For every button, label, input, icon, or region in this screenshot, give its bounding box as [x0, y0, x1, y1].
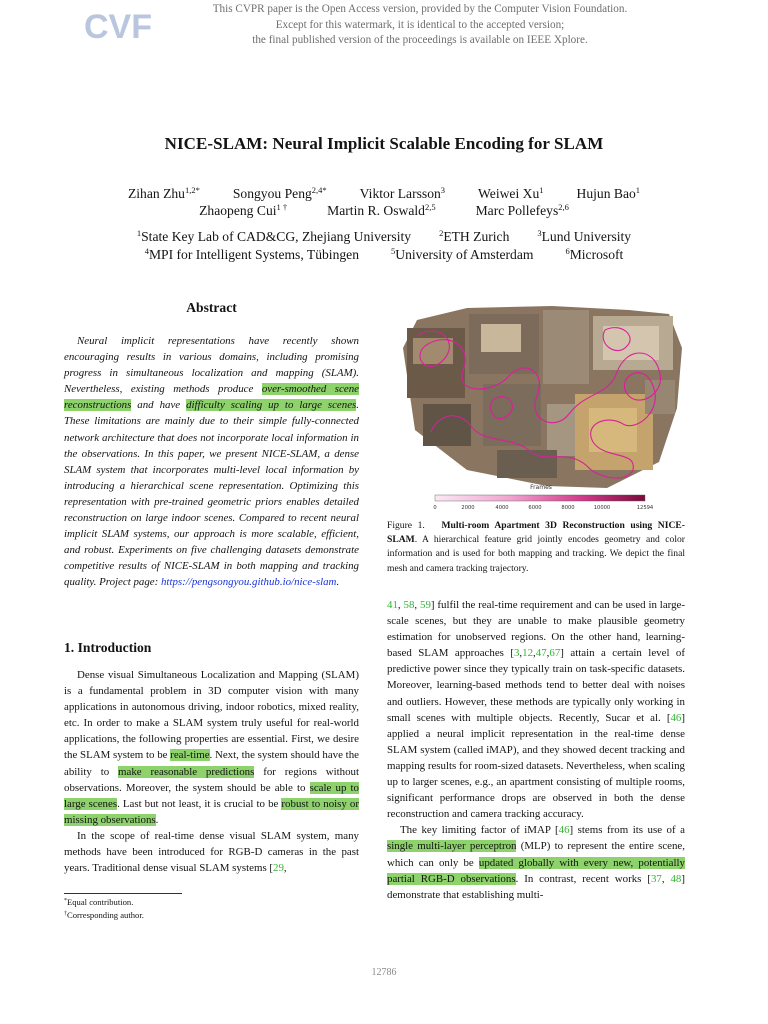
- affiliation: $^4$MPI for Intelligent Systems, Tübingen: [144, 246, 359, 262]
- highlight: difficulty scaling up to large scenes: [186, 399, 357, 412]
- colorbar: [435, 495, 645, 501]
- colorbar-tick: 0: [433, 505, 437, 511]
- author: Zihan Zhu$^{1,2*}$: [127, 185, 200, 201]
- highlight: make reasonable predictions: [118, 765, 255, 778]
- author: Martin R. Oswald$^{2,5}$: [327, 202, 436, 218]
- citation-link[interactable]: 59: [420, 599, 431, 611]
- affiliation: $^3$Lund University: [537, 228, 632, 244]
- abstract-heading: Abstract: [186, 300, 237, 315]
- footnotes: [64, 896, 144, 921]
- citation-link[interactable]: 46: [670, 711, 682, 724]
- citation-link[interactable]: 12: [522, 647, 534, 660]
- page-number: 12786: [371, 967, 397, 978]
- watermark-line: the final published version of the proceedings is available on IEEE Xplore.: [252, 34, 588, 46]
- citation-link[interactable]: 37: [650, 872, 662, 885]
- affiliation: $^5$University of Amsterdam: [391, 246, 534, 262]
- footnote-rule: [64, 893, 182, 894]
- citation-link[interactable]: 48: [670, 872, 682, 885]
- author: Zhaopeng Cui$^{1 \dagger}$: [199, 202, 288, 218]
- colorbar-tick: 2000: [461, 505, 475, 511]
- paragraph: 41, 58, 59] fulfil the real-time requirement and can be used in large-scale scenes, but they are unable to make plausible geometry estimation for unobserved regions. On the other hand, learning-based SLAM approaches [3,12,47,67] attain a certain level of predictive power since they typically train on task-specific datasets. Moreover, learning-based methods tend to better deal with noises and outliers. However, these methods are typically only working in small scenes with multiple objects. Recently, Sucar et al. [46] applied a neural implicit representation in the real-time dense SLAM system (called iMAP), and they showed decent tracking and mapping results for room-sized datasets. Nevertheless, when scaling up to larger scenes, e.g., an apartment consisting of multiple rooms, significant performance drops are observed in both the dense reconstruction and camera tracking accuracy.: [387, 599, 685, 821]
- highlight: updated globally with every new, potentially partial RGB-D observations: [387, 856, 685, 885]
- highlight: robust to noisy or missing observations: [64, 797, 359, 826]
- intro-body: [64, 667, 359, 876]
- affiliation: $^1$State Key Lab of CAD&CG, Zhejiang University: [136, 228, 412, 244]
- colorbar-tick: 4000: [495, 505, 509, 511]
- highlight: single multi-layer perceptron: [387, 840, 517, 853]
- section-heading: 1. Introduction: [64, 640, 152, 655]
- affiliation-row: [0, 247, 768, 263]
- svg-text:CVF: CVF: [84, 8, 152, 46]
- affiliation: $^2$ETH Zurich: [439, 228, 510, 244]
- colorbar-tick: 10000: [593, 505, 611, 511]
- highlight: over-smoothed scene reconstructions: [64, 383, 359, 412]
- colorbar-tick: 6000: [528, 505, 542, 511]
- author: Viktor Larsson$^3$: [359, 185, 446, 201]
- citation-link[interactable]: 47: [535, 647, 547, 660]
- colorbar-tick: 8000: [561, 505, 575, 511]
- colorbar-label: Frames: [530, 484, 552, 491]
- author: Songyou Peng$^{2,4*}$: [232, 185, 327, 201]
- author: Hujun Bao$^1$: [576, 185, 641, 201]
- affiliation: $^6$Microsoft: [565, 246, 624, 262]
- footnote: *Equal contribution.: [64, 897, 134, 907]
- paper-title: NICE-SLAM: Neural Implicit Scalable Encoding for SLAM: [164, 134, 604, 153]
- author: Marc Pollefeys$^{2,6}$: [475, 202, 569, 218]
- citation-link[interactable]: 58: [403, 599, 415, 611]
- citation-link[interactable]: 29: [273, 862, 284, 875]
- figure-reconstruction: [397, 300, 687, 512]
- author: Weiwei Xu$^1$: [478, 185, 544, 201]
- watermark-notice: [160, 2, 680, 49]
- right-column-body: [387, 597, 685, 903]
- watermark-line: Except for this watermark, it is identical to the accepted version;: [275, 18, 565, 31]
- watermark-line: This CVPR paper is the Open Access version, provided by the Computer Vision Foundation.: [212, 3, 628, 15]
- citation-link[interactable]: 41: [387, 599, 398, 611]
- citation-link[interactable]: 67: [549, 647, 561, 660]
- citation-link[interactable]: 46: [558, 824, 570, 837]
- abstract-body: Neural implicit representations have recently shown encouraging results in various domains, including promising progress in simultaneous localization and mapping (SLAM). Nevertheless, existing methods produce over-smoothed scene reconstructions and have difficulty scaling up to large scenes. These limitations are mainly due to their simple fully-connected network architecture that does not incorporate local information in the observations. In this paper, we present NICE-SLAM, a dense SLAM system that incorporates multi-level local information by introducing a hierarchical scene representation. Optimizing this representation with pre-trained geometric priors enables detailed reconstruction on large indoor scenes. Compared to recent neural implicit SLAM systems, our approach is more scalable, efficient, and robust. Experiments on five challenging datasets demonstrate competitive results of NICE-SLAM in both mapping and tracking quality. Project page: https://pengsongyou.github.io/nice-slam.: [64, 335, 360, 589]
- project-page-link[interactable]: https://pengsongyou.github.io/nice-slam: [160, 576, 337, 589]
- author-row: [0, 186, 768, 202]
- highlight: scale up to large scenes: [64, 781, 359, 810]
- cvf-logo: [84, 5, 152, 46]
- paragraph: The key limiting factor of iMAP [46] stems from its use of a single multi-layer perceptron (MLP) to represent the entire scene, which can only be updated globally with every new, potentially partial RGB-D observations. In contrast, recent works [37, 48] demonstrate that establishing multi-: [387, 824, 685, 901]
- mesh-reconstruction: [403, 306, 682, 488]
- highlight: real-time: [170, 749, 210, 762]
- affiliation-row: [0, 229, 768, 245]
- citation-link[interactable]: 3: [513, 647, 520, 660]
- figure-caption: Figure 1. Multi-room Apartment 3D Reconstruction using NICE-SLAM. A hierarchical feature grid jointly encodes geometry and color information and is used for both mapping and tracking. We depict the final mesh and camera tracking trajectory.: [387, 520, 685, 574]
- paragraph: Dense visual Simultaneous Localization and Mapping (SLAM) is a fundamental problem in 3D computer vision with many applications in autonomous driving, indoor robotics, mixed reality, etc. In order to make a SLAM system truly useful for real-world applications, the following properties are essential. First, we desire the SLAM system to be real-time. Next, the system should have the ability to make reasonable predictions for regions without observations. Moreover, the system should be able to scale up to large scenes. Last but not least, it is crucial to be robust to noisy or missing observations.: [64, 669, 359, 826]
- footnote: †Corresponding author.: [64, 909, 144, 920]
- author-row: [0, 203, 768, 219]
- colorbar-tick: 12594: [636, 505, 654, 511]
- paragraph: In the scope of real-time dense visual SLAM system, many methods have been introduced for RGB-D cameras in the past years. Traditional dense visual SLAM systems [29,: [64, 829, 359, 875]
